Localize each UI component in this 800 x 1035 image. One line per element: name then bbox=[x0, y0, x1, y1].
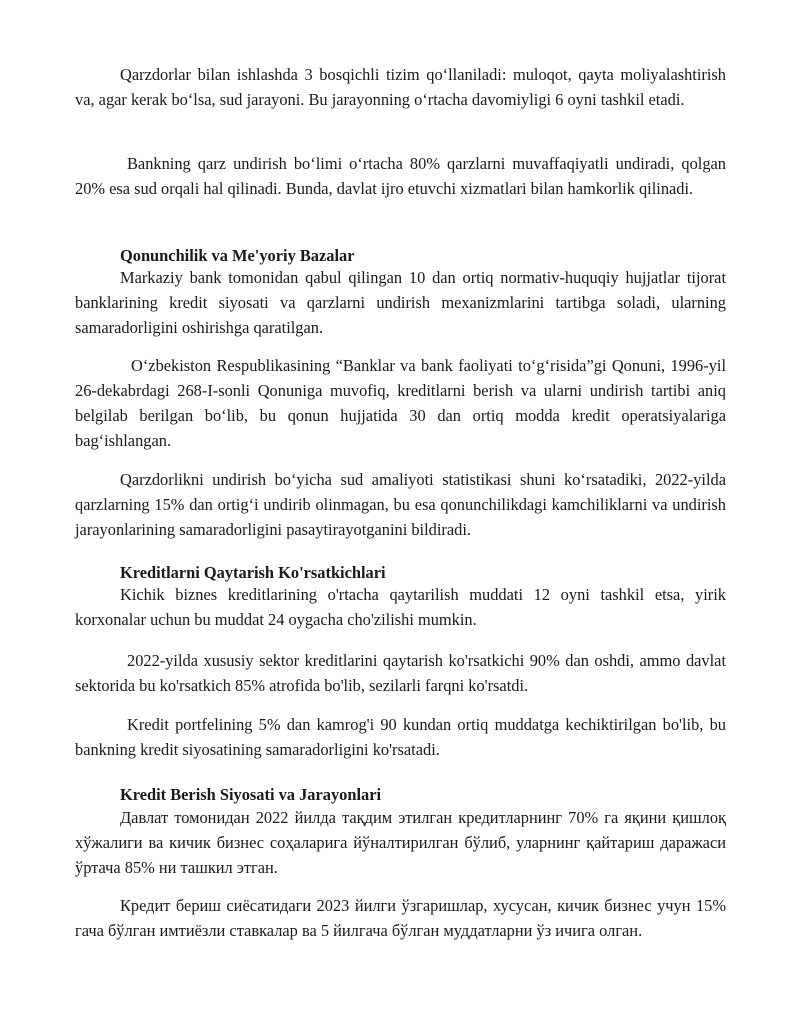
heading-repayment-indicators: Kreditlarni Qaytarish Ko'rsatkichlari bbox=[120, 563, 386, 582]
heading-lending-policy: Kredit Berish Siyosati va Jarayonlari bbox=[120, 785, 382, 804]
paragraph-small-business-terms: Kichik biznes kreditlarining o'rtacha qaytarilish muddati 12 oyni tashkil etsa, yirik korxonalar uchun bu muddat 24 oygacha cho'zilishi mumkin. bbox=[75, 585, 726, 629]
paragraph-overdue-portfolio: Kredit portfelining 5% dan kamrog'i 90 kundan ortiq muddatga kechiktirilgan bo'lib, bu bankning kredit siyosatining samaradorligini ko'rsatadi. bbox=[75, 715, 726, 759]
paragraph-state-credits: Давлат томонидан 2022 йилда тақдим этилган кредитларнинг 70% га яқини қишлоқ хўжалиги ва кичик бизнес соҳаларига йўналтирилган бўлиб, уларнинг қайтариш даражаси ўртача 85% ни ташкил этган. bbox=[75, 808, 726, 877]
paragraph-private-sector-repayment: 2022-yilda xususiy sektor kreditlarini qaytarish ko'rsatkichi 90% dan oshdi, ammo davlat sektorida bu ko'rsatkich 85% atrofida bo'lib, sezilarli farqni ko'rsatdi. bbox=[75, 651, 726, 695]
paragraph-collection-department: Bankning qarz undirish bo‘limi o‘rtacha 80% qarzlarni muvaffaqiyatli undiradi, qolgan 20% esa sud orqali hal qilinadi. Bunda, davlat ijro etuvchi xizmatlari bilan hamkorlik qilinadi. bbox=[75, 154, 726, 198]
heading-legislation: Qonunchilik va Me'yoriy Bazalar bbox=[120, 246, 355, 265]
paragraph-credit-policy-changes: Кредит бериш сиёсатидаги 2023 йилги ўзгаришлар, хусусан, кичик бизнес учун 15% гача бўлган имтиёзли ставкалар ва 5 йилгача бўлган муддатларни ўз ичига олган. bbox=[75, 896, 726, 940]
paragraph-central-bank-regulations: Markaziy bank tomonidan qabul qilingan 10 dan ortiq normativ-huquqiy hujjatlar tijorat banklarining kredit siyosati va qarzlarni undirish mexanizmlarini tartibga soladi, ularning samaradorligini oshirishga qaratilgan. bbox=[75, 268, 726, 337]
paragraph-debt-collection-stages: Qarzdorlar bilan ishlashda 3 bosqichli tizim qo‘llaniladi: muloqot, qayta moliyalashtirish va, agar kerak bo‘lsa, sud jarayoni. Bu jarayonning o‘rtacha davomiyligi 6 oyni tashkil etadi. bbox=[75, 65, 726, 109]
paragraph-banking-law: O‘zbekiston Respublikasining “Banklar va bank faoliyati to‘g‘risida”gi Qonuni, 1996-yil 26-dekabrdagi 268-I-sonli Qonuniga muvofiq, kreditlarni berish va ularni undirish tartibi aniq belgilab berilgan bo‘lib, bu qonun hujjatida 30 dan ortiq modda kredit operatsiyalariga bag‘ishlangan. bbox=[75, 356, 726, 450]
paragraph-court-statistics: Qarzdorlikni undirish bo‘yicha sud amaliyoti statistikasi shuni ko‘rsatadiki, 2022-yilda qarzlarning 15% dan ortig‘i undirib olinmagan, bu esa qonunchilikdagi kamchiliklarni va undirish jarayonlarining samaradorligini pasaytirayotganini bildiradi. bbox=[75, 470, 726, 539]
